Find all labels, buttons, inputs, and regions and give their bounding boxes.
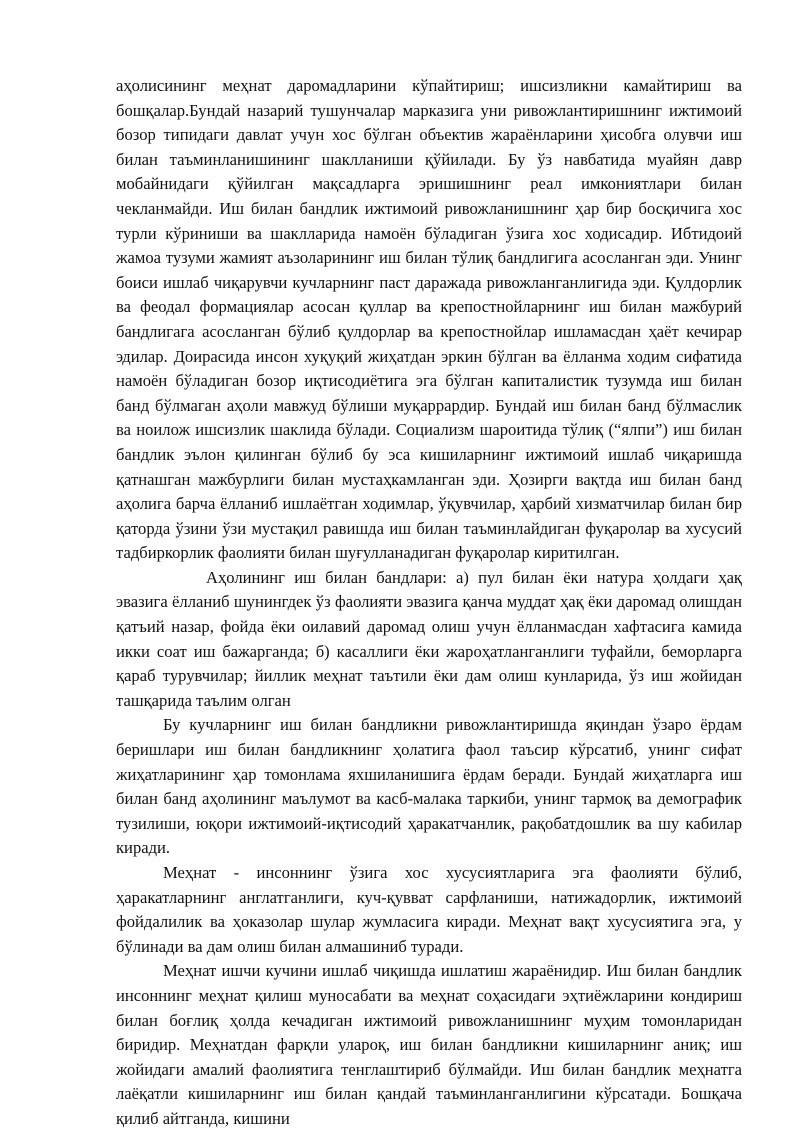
document-body [116,74,742,1132]
paragraph-1: аҳолисининг меҳнат даромадларини кўпайтириш; ишсизликни камайтириш ва бошқалар.Бундай назарий тушунчалар марказига уни ривожлантиришнинг ижтимоий бозор типидаги давлат учун хос бўлган объектив жараёнларини ҳисобга олувчи иш билан таъминланишининг шаклланиши қўйилади. Бу ўз навбатида муайян давр мобайнидаги қўйилган мақсадларга эришишнинг реал имкониятлари билан чекланмайди. Иш билан бандлик ижтимоий ривожланишнинг ҳар бир босқичига хос турли кўриниши ва шаклларида намоён бўладиган ўзига хос ходисадир. Ибтидоий жамоа тузуми жамият аъзоларининг иш билан тўлиқ бандлигига асосланган эди. Унинг боиси ишлаб чиқарувчи кучларнинг паст даражада ривожланганлигида эди. Қулдорлик ва феодал формациялар асосан қуллар ва крепостнойларнинг иш билан мажбурий бандлигага асосланган бўлиб қулдорлар ва крепостнойлар ишламасдан ҳаёт кечирар эдилар. Доирасида инсон хуқуқий жиҳатдан эркин бўлган ва ёлланма ходим сифатида намоён бўладиган бозор иқтисодиётига эга бўлган капиталистик тузумда иш билан банд бўлмаган аҳоли мавжуд бўлиши муқаррардир. Бундай иш билан банд бўлмаслик ва ноилож ишсизлик шаклида бўлади. Социализм шароитида тўлиқ (“ялпи”) иш билан бандлик эълон қилинган бўлиб бу эса кишиларнинг ижтимоий ишлаб чиқаришда қатнашган мажбурлиги билан мустаҳкамланган эди. Ҳозирги вақтда иш билан банд аҳолига барча ёлланиб ишлаётган ходимлар, ўқувчилар, ҳарбий хизматчилар билан бир қаторда ўзини ўзи мустақил равишда иш билан таъминлайдиган фуқаролар ва хусусий тадбиркорлик фаолияти билан шуғулланадиган фуқаролар киритилган. [116,76,742,563]
paragraph-2: Аҳолининг иш билан бандлари: а) пул билан ёки натура ҳолдаги ҳақ эвазига ёлланиб шунингдек ўз фаолияти эвазига қанча муддат ҳақ ёки даромад олишдан қатъий назар, фойда ёки оилавий даромад олиш учун ёлланмасдан хафтасига камида икки соат иш бажарганда; б) касаллиги ёки жароҳатланганлиги туфайли, беморларга қараб турувчилар; йиллик меҳнат таътили ёки дам олиш кунларида, ўз иш жойидан ташқарида таълим олган [116,567,742,710]
paragraph-5: Меҳнат ишчи кучини ишлаб чиқишда ишлатиш жараёнидир. Иш билан бандлик инсоннинг меҳнат қилиш муносабати ва меҳнат соҳасидаги эҳтиёжларини кондириш билан боғлиқ ҳолда кечадиган ижтимоий ривожланишнинг муҳим томонларидан биридир. Меҳнатдан фарқли уларoқ, иш билан бандликни кишиларнинг аниқ; иш жойидаги амалий фаолиятига тенглаштириб бўлмайди. Иш билан бандлик меҳнатга лаёқатли кишиларнинг иш билан қандай таъминланганлигини кўрсатади. Бошқача қилиб айтганда, кишини [116,961,742,1128]
paragraph-4: Меҳнат - инсоннинг ўзига хос хусусиятларига эга фаолияти бўлиб, ҳаракатларнинг англатганлиги, куч-қувват сарфланиши, натижадорлик, ижтимоий фойдалилик ва ҳоказолар шулар жумласига киради. Меҳнат вақт хусусиятига эга, у бўлинади ва дам олиш билан алмашиниб туради. [116,863,742,956]
paragraph-3: Бу кучларнинг иш билан бандликни ривожлантиришда яқиндан ўзаро ёрдам беришлари иш билан бандликнинг ҳолатига фаол таъсир кўрсатиб, унинг сифат жиҳатларининг ҳар томонлама яхшиланишига ёрдам беради. Бундай жиҳатларга иш билан банд аҳолининг маълумот ва касб-малака таркиби, унинг тармоқ ва демографик тузилиши, юқори ижтимоий-иқтисодий ҳаракатчанлик, рақобатдошлик ва шу кабилар киради. [116,715,742,858]
